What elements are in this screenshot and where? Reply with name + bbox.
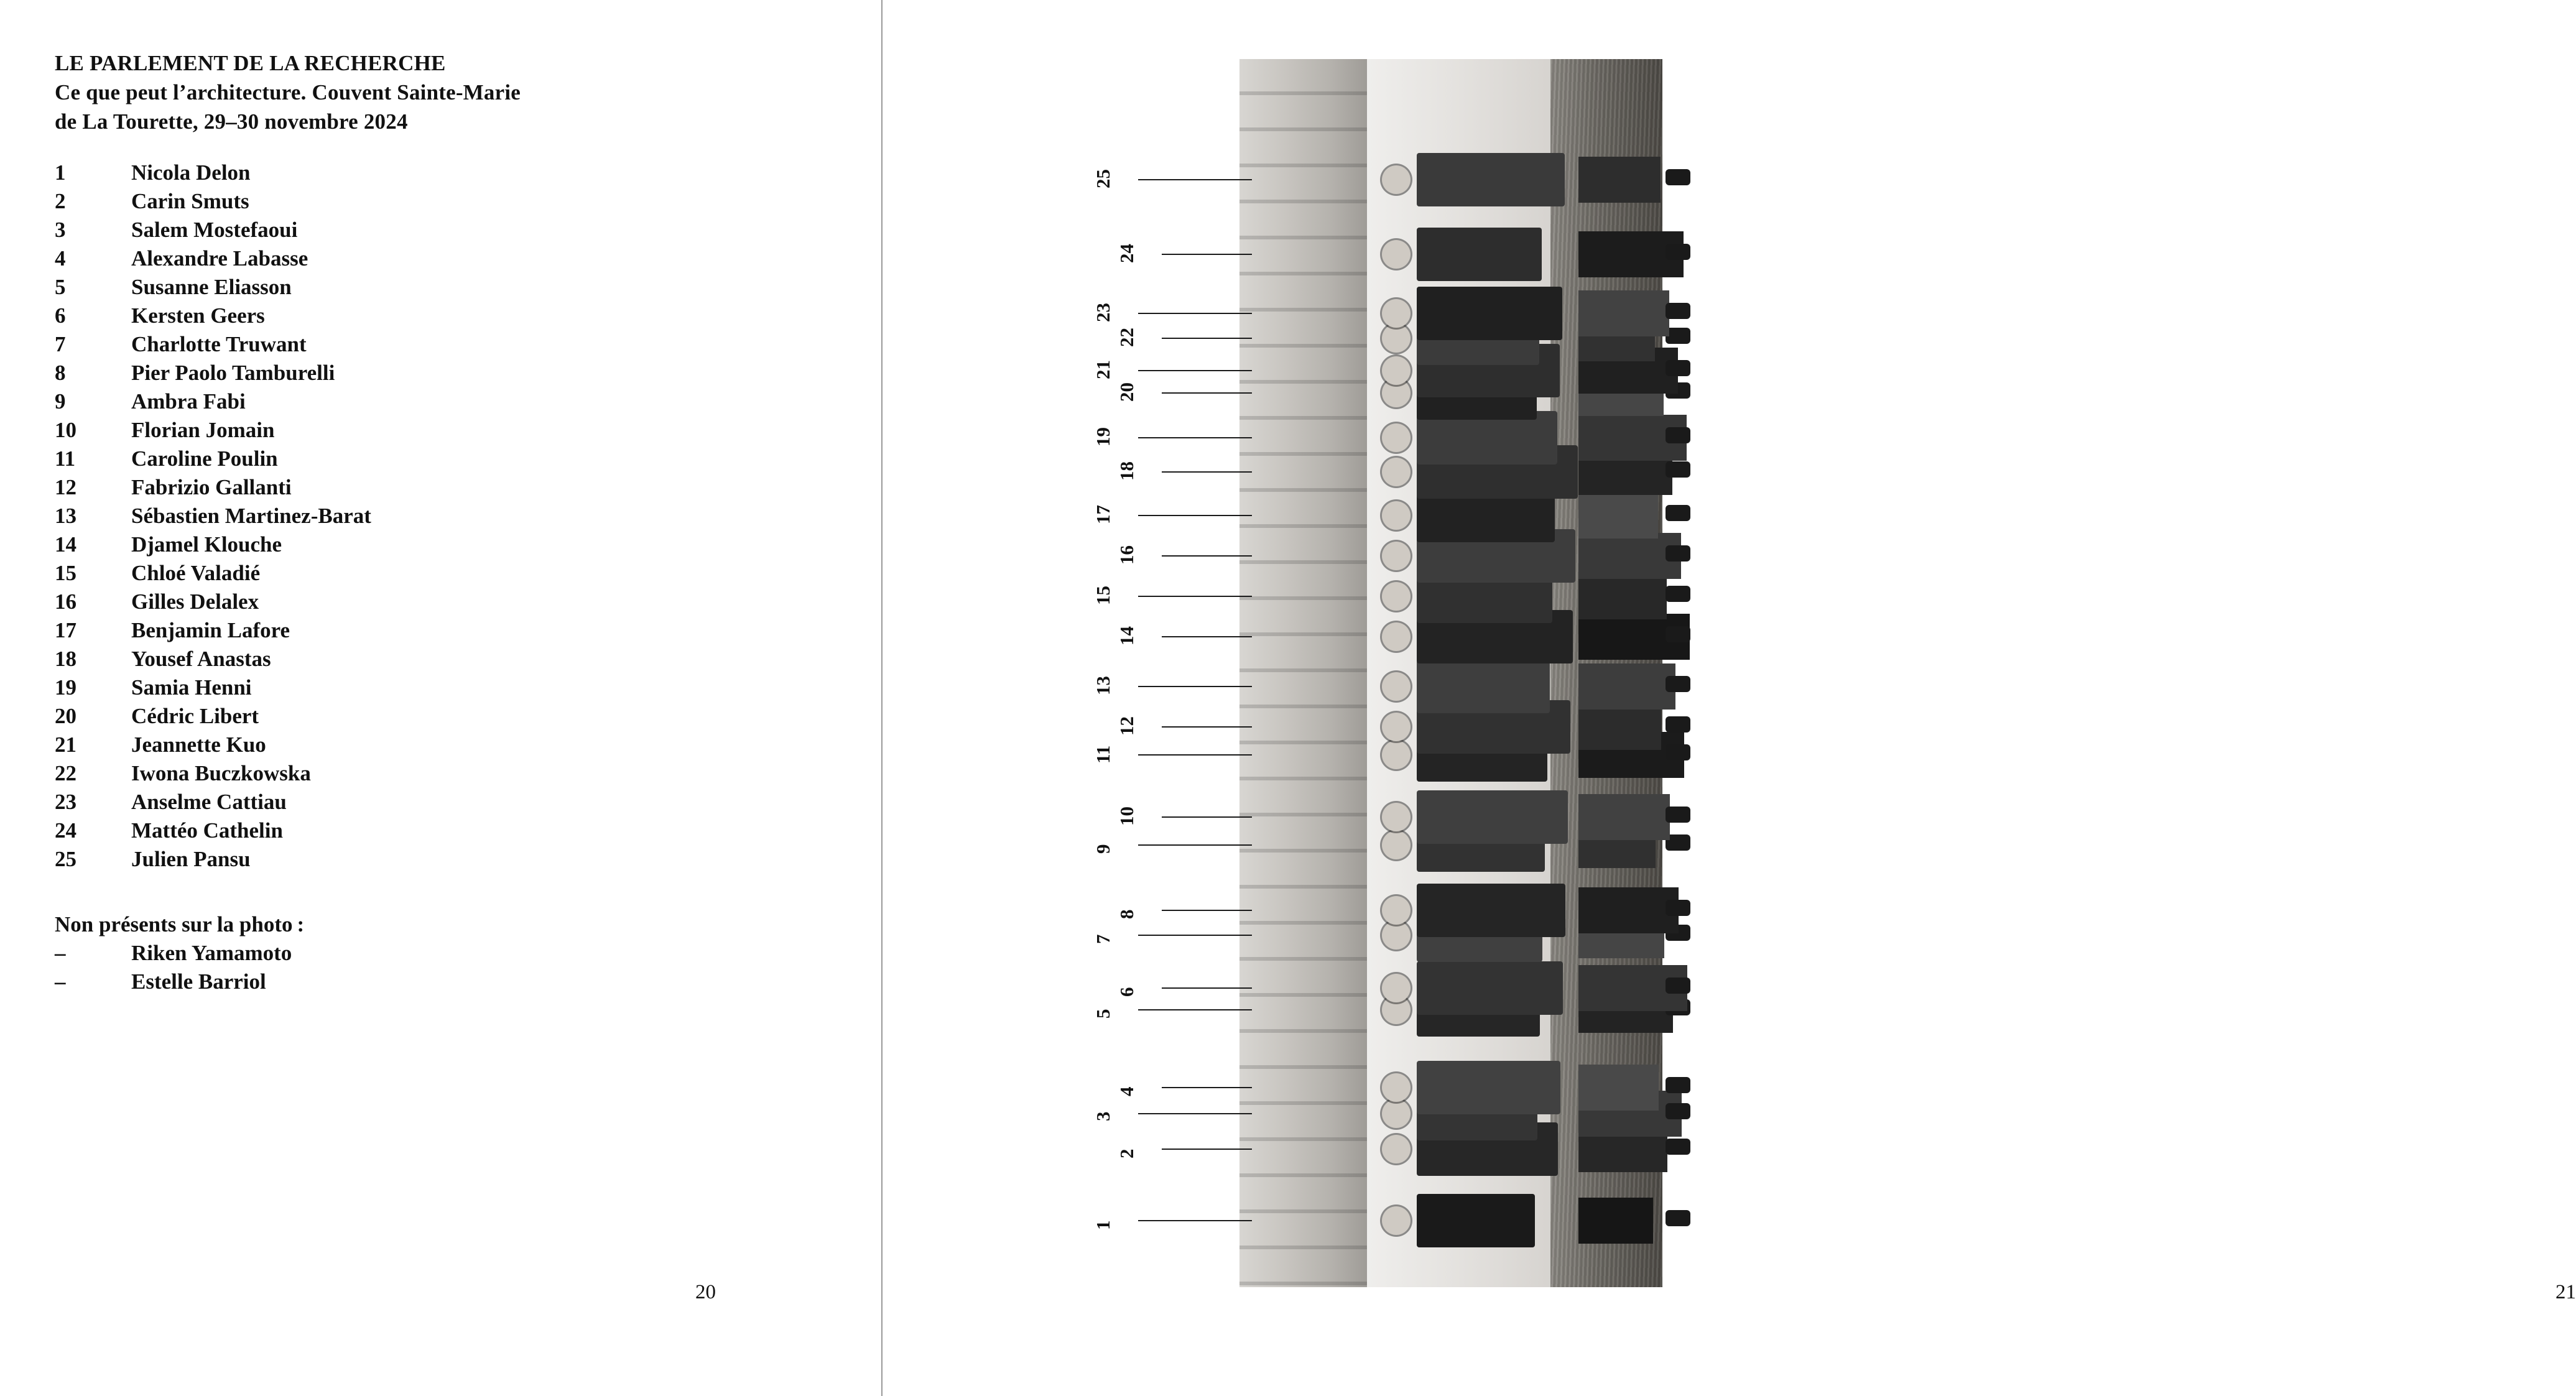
absent-name: Riken Yamamoto	[131, 941, 292, 965]
absent-list-item	[55, 941, 770, 969]
list-item-name: Pier Paolo Tamburelli	[131, 361, 335, 385]
callout-leader-line	[1138, 1009, 1252, 1010]
callout-leader-line	[1138, 686, 1252, 687]
list-item	[55, 761, 770, 790]
list-item	[55, 475, 770, 504]
list-item-number: 6	[55, 303, 66, 328]
callout-leader-line	[1162, 1149, 1252, 1150]
list-item	[55, 790, 770, 818]
list-item-name: Salem Mostefaoui	[131, 218, 298, 242]
list-item	[55, 246, 770, 275]
callout-leader-line	[1138, 437, 1252, 438]
list-item-number: 1	[55, 160, 66, 185]
photo-building-texture	[1239, 59, 1370, 1287]
list-item-number: 9	[55, 389, 66, 414]
list-item-number: 21	[55, 733, 76, 757]
list-item	[55, 818, 770, 847]
title-line-2: Ce que peut l’architecture. Couvent Sainte-Marie	[55, 80, 521, 104]
callout-number: 17	[1092, 505, 1114, 524]
callout-number: 25	[1092, 169, 1114, 188]
page-number-left: 20	[695, 1281, 716, 1303]
list-item-number: 14	[55, 532, 76, 557]
callout-number: 2	[1116, 1149, 1137, 1158]
photo-person	[1373, 660, 1662, 713]
callout-leader-line	[1138, 596, 1252, 597]
list-item	[55, 332, 770, 361]
callout-number: 24	[1116, 244, 1137, 263]
list-item-name: Yousef Anastas	[131, 647, 271, 671]
callout-leader-line	[1138, 754, 1252, 756]
group-photograph	[1239, 59, 1662, 1287]
list-item-number: 13	[55, 504, 76, 528]
callout-number: 19	[1092, 427, 1114, 446]
callout-number: 6	[1116, 987, 1137, 997]
list-item	[55, 504, 770, 532]
callout-leader-line	[1162, 636, 1252, 637]
photo-person	[1373, 884, 1662, 937]
list-item	[55, 303, 770, 332]
absent-dash: –	[55, 969, 66, 994]
list-item	[55, 704, 770, 733]
list-item	[55, 647, 770, 675]
callout-leader-line	[1162, 987, 1252, 989]
callout-number: 1	[1092, 1220, 1114, 1230]
list-item-number: 2	[55, 189, 66, 213]
list-item-number: 12	[55, 475, 76, 499]
photo-person	[1373, 287, 1662, 340]
list-item-number: 25	[55, 847, 76, 871]
callout-leader-line	[1138, 370, 1252, 371]
list-item-number: 15	[55, 561, 76, 585]
list-item	[55, 275, 770, 303]
callout-number: 11	[1092, 745, 1114, 764]
list-item-number: 23	[55, 790, 76, 814]
list-item-name: Djamel Klouche	[131, 532, 282, 557]
list-item-name: Charlotte Truwant	[131, 332, 307, 356]
absent-list	[55, 941, 770, 998]
list-item	[55, 561, 770, 589]
list-item-number: 20	[55, 704, 76, 728]
callout-number: 4	[1116, 1086, 1137, 1096]
list-item-number: 17	[55, 618, 76, 642]
callout-number: 10	[1116, 807, 1137, 826]
list-item	[55, 361, 770, 389]
list-item-name: Chloé Valadié	[131, 561, 261, 585]
callout-leader-line	[1138, 935, 1252, 936]
callout-number: 22	[1116, 328, 1137, 347]
absent-heading: Non présents sur la photo :	[55, 912, 305, 936]
list-item-number: 18	[55, 647, 76, 671]
list-item-name: Julien Pansu	[131, 847, 251, 871]
list-item	[55, 733, 770, 761]
list-item-name: Jeannette Kuo	[131, 733, 266, 757]
list-item-number: 22	[55, 761, 76, 785]
callout-number: 15	[1092, 586, 1114, 605]
callout-leader-line	[1162, 392, 1252, 394]
list-item-name: Caroline Poulin	[131, 446, 278, 471]
callout-leader-line	[1138, 179, 1252, 180]
absent-block	[55, 910, 770, 998]
callout-number: 13	[1092, 676, 1114, 695]
list-item-name: Mattéo Cathelin	[131, 818, 283, 843]
list-item	[55, 389, 770, 418]
list-item-name: Anselme Cattiau	[131, 790, 287, 814]
callout-number: 16	[1116, 545, 1137, 565]
callout-leader-line	[1162, 254, 1252, 255]
list-item	[55, 589, 770, 618]
list-item-number: 10	[55, 418, 76, 442]
callout-number: 8	[1116, 909, 1137, 919]
list-item	[55, 675, 770, 704]
callout-number: 21	[1092, 360, 1114, 379]
participant-list	[55, 160, 770, 876]
list-item	[55, 618, 770, 647]
list-item-name: Sébastien Martinez-Barat	[131, 504, 371, 528]
callout-leader-line	[1162, 1087, 1252, 1088]
callout-leader-line	[1138, 313, 1252, 314]
absent-name: Estelle Barriol	[131, 969, 266, 994]
photo-person	[1373, 790, 1662, 844]
photo-person	[1373, 228, 1662, 281]
list-item-number: 3	[55, 218, 66, 242]
list-item-number: 5	[55, 275, 66, 299]
callout-number: 7	[1092, 934, 1114, 944]
photo-person	[1373, 1194, 1662, 1247]
list-item-number: 16	[55, 589, 76, 614]
page-number-right: 21	[2555, 1281, 2576, 1303]
list-item	[55, 160, 770, 189]
list-item-name: Samia Henni	[131, 675, 252, 700]
photo-person	[1373, 153, 1662, 206]
list-item-name: Florian Jomain	[131, 418, 275, 442]
callout-leader-line	[1162, 910, 1252, 911]
callout-number: 14	[1116, 626, 1137, 645]
left-page	[0, 0, 881, 1396]
absent-dash: –	[55, 941, 66, 965]
list-item	[55, 847, 770, 876]
list-item	[55, 218, 770, 246]
callout-leader-line	[1162, 555, 1252, 557]
list-item-number: 11	[55, 446, 76, 471]
list-item-number: 24	[55, 818, 76, 843]
callout-leader-line	[1162, 816, 1252, 818]
callout-number: 23	[1092, 303, 1114, 322]
list-item-number: 19	[55, 675, 76, 700]
list-item-number: 7	[55, 332, 66, 356]
list-item-name: Kersten Geers	[131, 303, 265, 328]
callout-leader-line	[1162, 726, 1252, 728]
list-item	[55, 532, 770, 561]
callout-leader-line	[1138, 844, 1252, 846]
page-title	[55, 49, 739, 136]
list-item-name: Nicola Delon	[131, 160, 251, 185]
absent-list-item	[55, 969, 770, 998]
callout-number: 18	[1116, 461, 1137, 481]
list-item	[55, 446, 770, 475]
list-item-name: Carin Smuts	[131, 189, 249, 213]
callout-number: 12	[1116, 716, 1137, 736]
callout-number: 3	[1092, 1111, 1114, 1121]
title-line-1: LE PARLEMENT DE LA RECHERCHE	[55, 51, 446, 75]
callout-number: 9	[1092, 844, 1114, 854]
list-item-name: Iwona Buczkowska	[131, 761, 311, 785]
list-item-name: Cédric Libert	[131, 704, 259, 728]
callout-leader-line	[1162, 338, 1252, 339]
callout-leader-line	[1138, 1113, 1252, 1114]
photo-person	[1373, 1061, 1662, 1114]
list-item	[55, 189, 770, 218]
list-item-name: Alexandre Labasse	[131, 246, 308, 270]
callout-number: 20	[1116, 382, 1137, 402]
list-item-name: Fabrizio Gallanti	[131, 475, 292, 499]
photo-person	[1373, 961, 1662, 1015]
list-item-name: Gilles Delalex	[131, 589, 259, 614]
callout-leader-line	[1138, 1220, 1252, 1221]
list-item-name: Susanne Eliasson	[131, 275, 292, 299]
callout-leader-line	[1138, 515, 1252, 516]
list-item	[55, 418, 770, 446]
callout-leader-line	[1162, 471, 1252, 473]
list-item-number: 8	[55, 361, 66, 385]
title-line-3: de La Tourette, 29–30 novembre 2024	[55, 109, 408, 134]
list-item-name: Ambra Fabi	[131, 389, 246, 414]
callout-number: 5	[1092, 1009, 1114, 1019]
list-item-name: Benjamin Lafore	[131, 618, 290, 642]
list-item-number: 4	[55, 246, 66, 270]
